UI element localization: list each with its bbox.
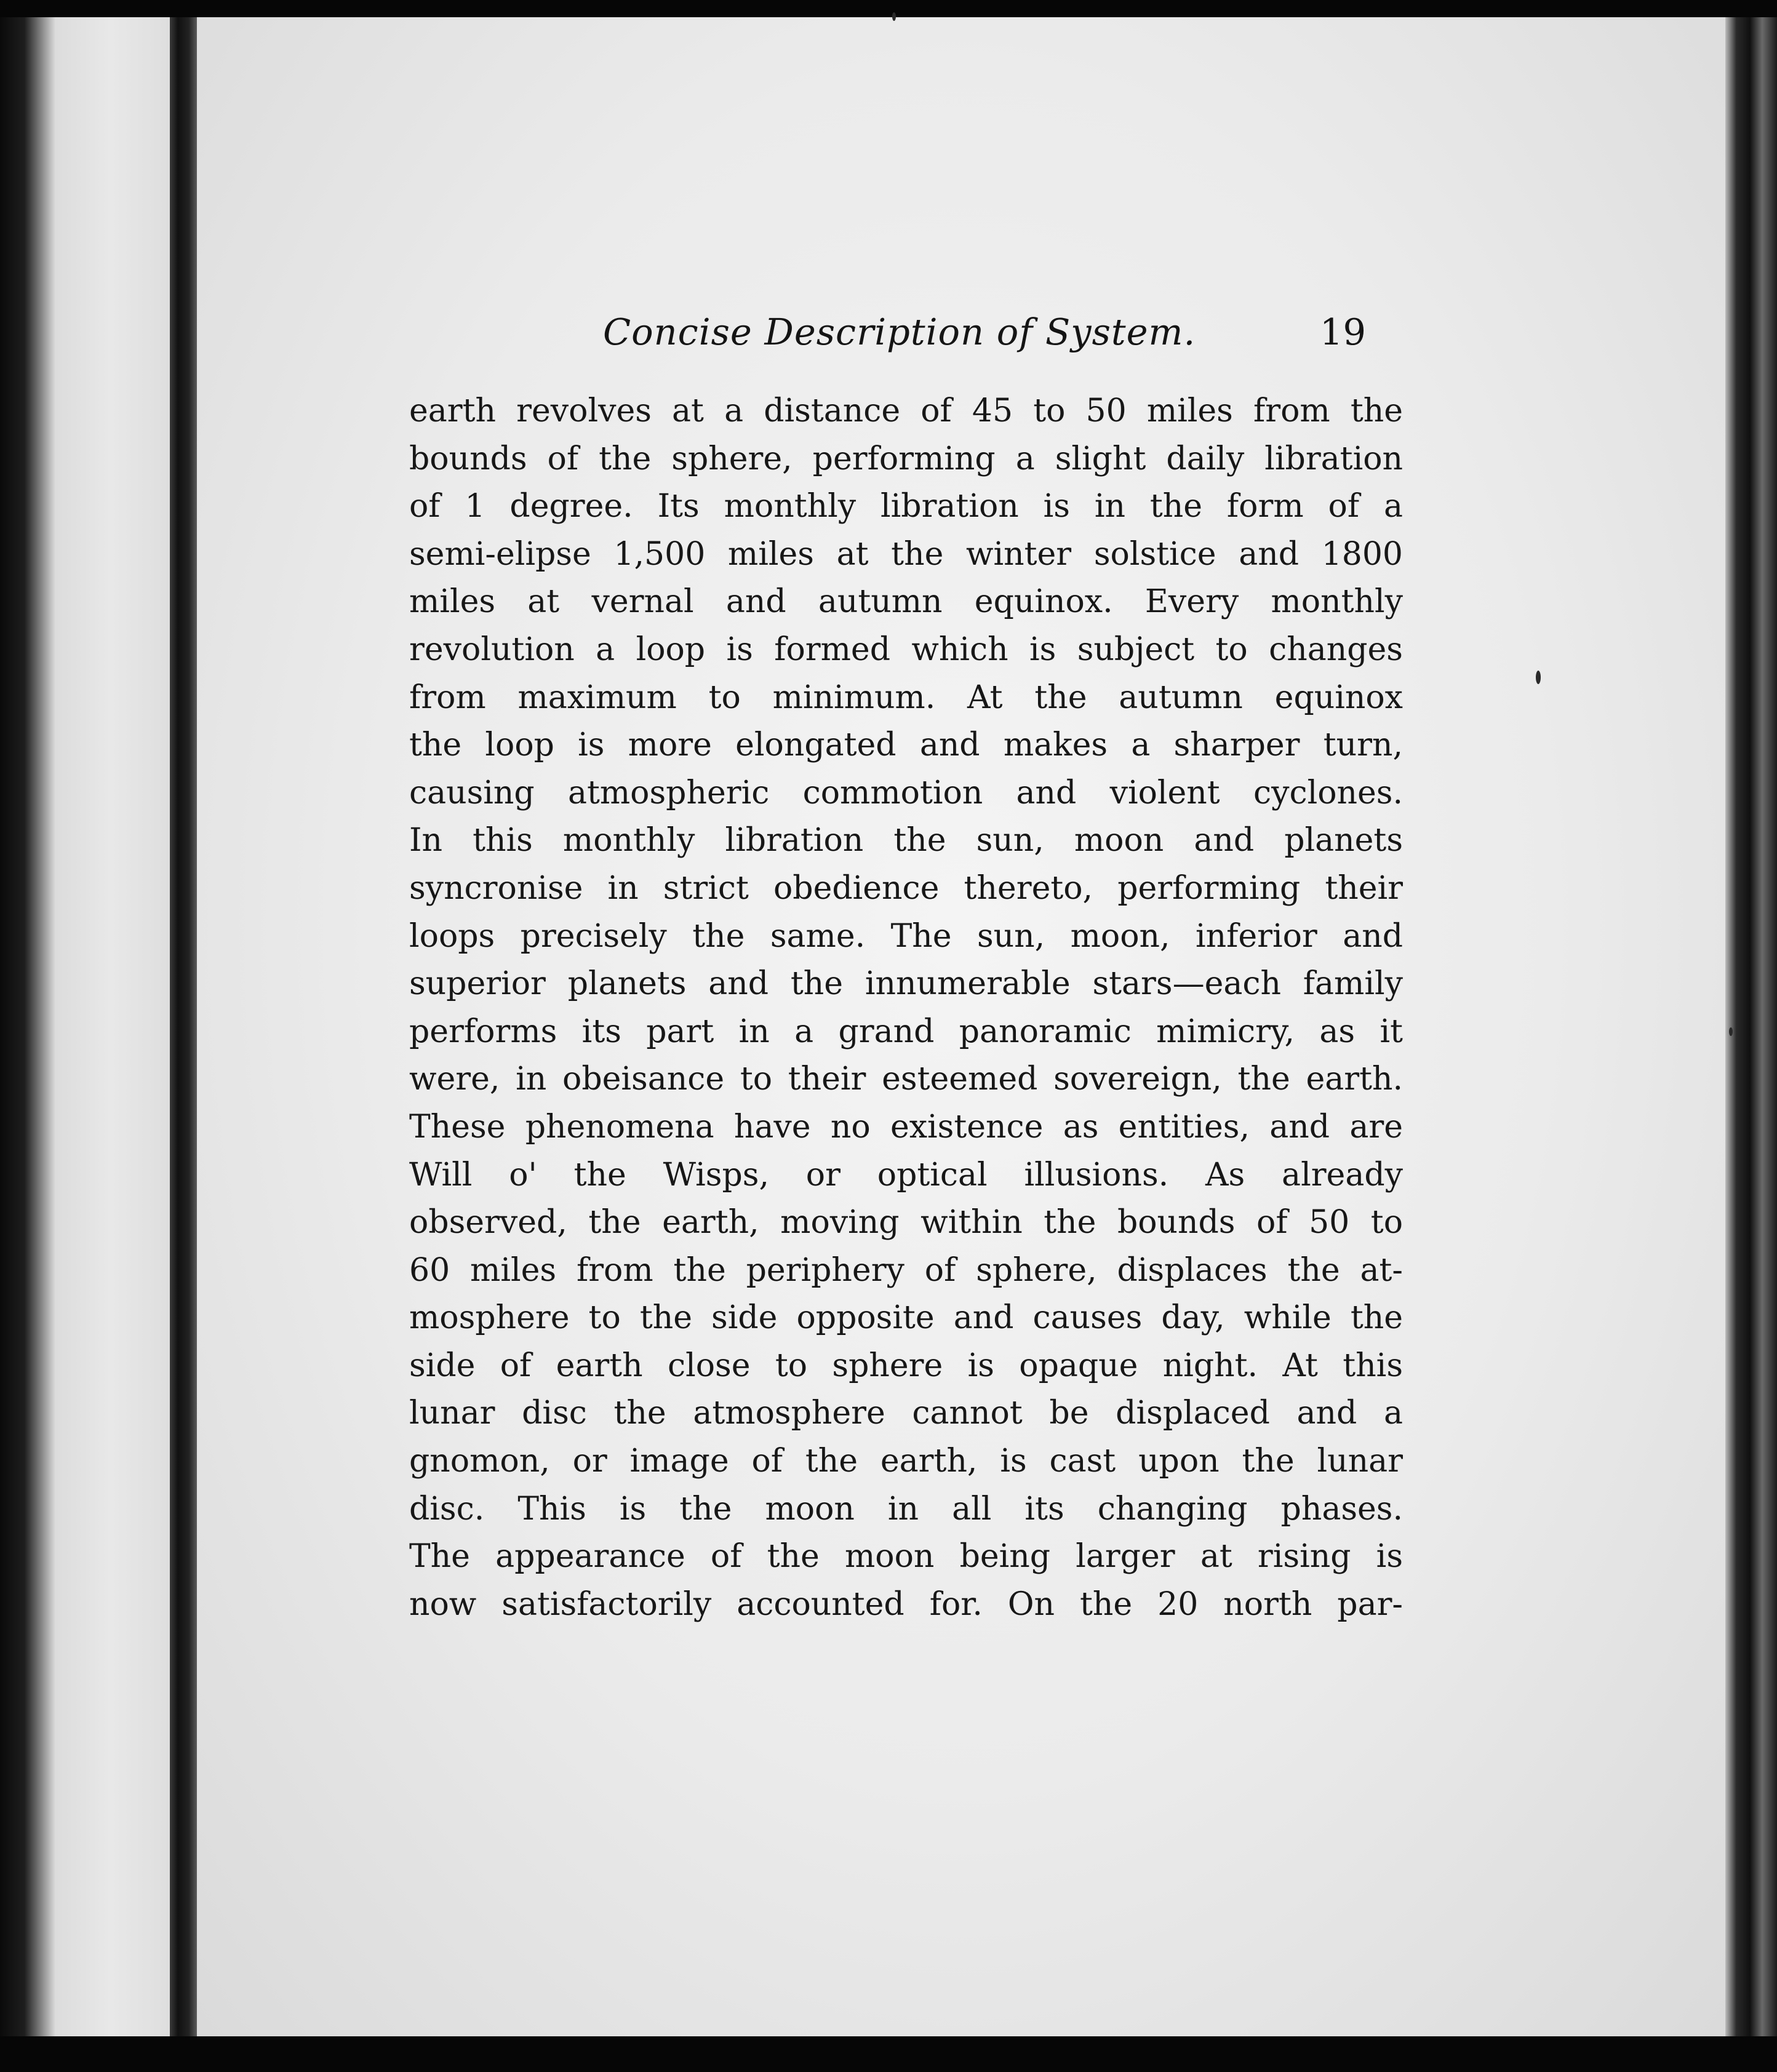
dust-speck — [1729, 1027, 1733, 1036]
text-line: miles at vernal and autumn equinox. Every monthly — [409, 583, 1403, 621]
text-line: performs its part in a grand panoramic mimicry, as it — [409, 1013, 1403, 1050]
running-head — [603, 311, 1366, 360]
text-line: the loop is more elongated and makes a sharper turn, — [409, 727, 1403, 764]
text-line: lunar disc the atmosphere cannot be displaced and a — [409, 1395, 1403, 1432]
facing-page-edge — [0, 17, 170, 2036]
text-line: 60 miles from the periphery of sphere, displaces the at- — [409, 1251, 1403, 1289]
text-line: bounds of the sphere, performing a slight daily libration — [409, 440, 1403, 477]
text-line: These phenomena have no existence as entities, and are — [409, 1108, 1403, 1146]
text-line: Will o' the Wisps, or optical illusions. As already — [409, 1156, 1403, 1193]
text-line: were, in obeisance to their esteemed sovereign, the earth. — [409, 1061, 1403, 1098]
text-line: earth revolves at a distance of 45 to 50 miles from the — [409, 392, 1403, 429]
text-line: of 1 degree. Its monthly libration is in the form of a — [409, 488, 1403, 525]
text-line: semi-elipse 1,500 miles at the winter solstice and 1800 — [409, 535, 1403, 573]
body-text — [409, 388, 1403, 1628]
text-line: superior planets and the innumerable stars—each family — [409, 965, 1403, 1003]
text-line: mosphere to the side opposite and causes day, while the — [409, 1299, 1403, 1337]
book-gutter — [170, 17, 197, 2036]
text-line: side of earth close to sphere is opaque night. At this — [409, 1347, 1403, 1384]
text-line: syncronise in strict obedience thereto, performing their — [409, 869, 1403, 907]
running-head-title: Concise Description of System. — [603, 311, 1196, 353]
text-line: causing atmospheric commotion and violent cyclones. — [409, 774, 1403, 811]
text-line: disc. This is the moon in all its changing phases. — [409, 1490, 1403, 1528]
text-line: observed, the earth, moving within the bounds of 50 to — [409, 1204, 1403, 1241]
text-line: gnomon, or image of the earth, is cast upon the lunar — [409, 1443, 1403, 1480]
text-line: now satisfactorily accounted for. On the 20 north par- — [409, 1585, 1403, 1623]
page-stack-edge — [1725, 17, 1777, 2036]
text-line: In this monthly libration the sun, moon and planets — [409, 822, 1403, 859]
text-line: The appearance of the moon being larger at rising is — [409, 1538, 1403, 1576]
dust-speck — [1536, 671, 1541, 684]
page-number: 19 — [1319, 311, 1366, 353]
text-line: from maximum to minimum. At the autumn equinox — [409, 679, 1403, 716]
dust-speck — [892, 12, 896, 21]
text-line: revolution a loop is formed which is subject to changes — [409, 631, 1403, 668]
text-line: loops precisely the same. The sun, moon, inferior and — [409, 917, 1403, 955]
